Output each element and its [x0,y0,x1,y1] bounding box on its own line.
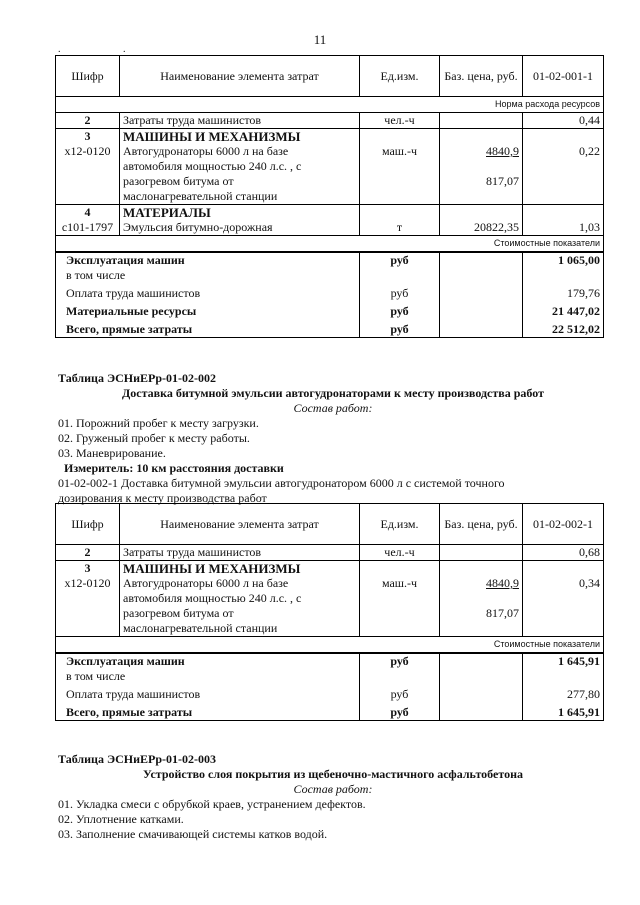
total-name-4: Всего, прямые затраты [66,322,193,336]
materials-price: 20822,35 [474,220,519,234]
total-name-3: Всего, прямые затраты [66,705,193,719]
section-2-work-2: 02. Груженый пробег к месту работы. [58,431,250,445]
machines-value: 0,22 [579,144,600,158]
total-name-2: Оплата труда машинистов [66,687,201,701]
total-unit-0: руб [390,253,409,267]
totals-row [56,653,604,721]
header-code: Шифр [56,56,120,97]
section-3-work-3: 03. Заполнение смачивающей системы катков водой. [58,827,328,841]
header-name: Наименование элемента затрат [120,56,360,97]
materials-value: 1,03 [579,220,600,234]
total-unit-4: руб [390,322,409,336]
machines-price: 4840,9 [486,144,519,158]
machines-row [56,129,604,205]
norm-label-row [56,97,604,113]
labor-name: Затраты труда машинистов [120,545,360,561]
total-name-1: в том числе [66,669,126,683]
machines-line-2: автомобиля мощностью 240 л.с. , с [123,159,302,173]
cost-label-row [56,236,604,253]
table-header-row [56,504,604,545]
total-unit-2: руб [390,687,409,701]
machines-code: х12-0120 [64,576,111,590]
machines-row [56,561,604,637]
cost-label: Стоимостные показатели [56,637,604,654]
machines-title: МАШИНЫ И МЕХАНИЗМЫ [123,561,301,576]
scan-dots: . . [58,44,156,55]
total-name-2: Оплата труда машинистов [66,286,201,300]
machines-line-1: Автогудронаторы 6000 л на базе [123,144,289,158]
labor-num: 2 [56,545,120,561]
labor-unit: чел.-ч [360,545,440,561]
header-price: Баз. цена, руб. [440,56,523,97]
total-name-0: Эксплуатация машин [66,654,185,668]
cost-label-row [56,637,604,654]
estimate-table-2 [55,503,604,721]
materials-unit: т [396,220,403,234]
machines-unit: маш.-ч [381,576,418,590]
total-value-0: 1 065,00 [558,253,600,267]
totals-row [56,252,604,338]
machines-price: 4840,9 [486,576,519,590]
header-unit: Ед.изм. [360,504,440,545]
labor-unit: чел.-ч [360,113,440,129]
estimate-table-1 [55,55,604,338]
machines-unit: маш.-ч [381,144,418,158]
labor-name: Затраты труда машинистов [120,113,360,129]
header-id: 01-02-001-1 [523,56,604,97]
total-name-3: Материальные ресурсы [66,304,197,318]
total-unit-3: руб [390,705,409,719]
section-2-measure: Измеритель: 10 км расстояния доставки [64,461,284,475]
section-2-work-3: 03. Маневрирование. [58,446,166,460]
materials-row [56,205,604,236]
total-unit-0: руб [390,654,409,668]
total-unit-2: руб [390,286,409,300]
materials-code: с101-1797 [61,220,114,234]
total-value-3: 1 645,91 [558,705,600,719]
machines-line-4: маслонагревательной станции [123,189,278,203]
labor-price [440,113,523,129]
section-3-works-label: Состав работ: [293,782,373,796]
labor-price [440,545,523,561]
header-name: Наименование элемента затрат [120,504,360,545]
machines-price-2: 817,07 [486,606,519,620]
machines-line-1: Автогудронаторы 6000 л на базе [123,576,289,590]
machines-num: 3 [84,561,91,575]
cost-label: Стоимостные показатели [56,236,604,253]
section-3-work-1: 01. Укладка смеси с обрубкой краев, устранением дефектов. [58,797,366,811]
labor-value: 0,68 [523,545,604,561]
section-2-work-1: 01. Порожний пробег к месту загрузки. [58,416,259,430]
table-header-row [56,56,604,97]
section-2-works-label: Состав работ: [293,401,373,415]
machines-line-3: разогревом битума от [123,606,234,620]
machines-line-4: маслонагревательной станции [123,621,278,635]
section-2-intro [58,371,608,506]
section-3-title: Устройство слоя покрытия из щебеночно-мастичного асфальтобетона [142,767,524,781]
header-price: Баз. цена, руб. [440,504,523,545]
section-3-work-2: 02. Уплотнение катками. [58,812,184,826]
total-name-1: в том числе [66,268,126,282]
norm-label: Норма расхода ресурсов [56,97,604,113]
machines-num: 3 [84,129,91,143]
header-unit: Ед.изм. [360,56,440,97]
machines-line-3: разогревом битума от [123,174,234,188]
header-code: Шифр [56,504,120,545]
labor-num: 2 [56,113,120,129]
labor-row [56,113,604,129]
section-2-item-line-1: 01-02-002-1 Доставка битумной эмульсии автогудронатором 6000 л с системой точного [58,476,505,490]
materials-name: Эмульсия битумно-дорожная [123,220,273,234]
machines-title: МАШИНЫ И МЕХАНИЗМЫ [123,129,301,144]
machines-value: 0,34 [579,576,600,590]
labor-value: 0,44 [523,113,604,129]
labor-row [56,545,604,561]
materials-title: МАТЕРИАЛЫ [123,205,211,220]
materials-num: 4 [84,205,91,219]
machines-code: х12-0120 [64,144,111,158]
header-id: 01-02-002-1 [523,504,604,545]
total-value-2: 179,76 [567,286,600,300]
section-3-table-name: Таблица ЭСНиЕРр-01-02-003 [58,752,217,766]
machines-line-2: автомобиля мощностью 240 л.с. , с [123,591,302,605]
total-value-3: 21 447,02 [552,304,600,318]
total-name-0: Эксплуатация машин [66,253,185,267]
machines-price-2: 817,07 [486,174,519,188]
section-2-title: Доставка битумной эмульсии автогудронаторами к месту производства работ [122,386,544,400]
page-number: 11 [313,32,327,47]
total-value-0: 1 645,91 [558,654,600,668]
section-3-intro [58,752,608,842]
total-unit-3: руб [390,304,409,318]
total-value-4: 22 512,02 [552,322,600,336]
total-value-2: 277,80 [567,687,600,701]
section-2-item-line-2: дозирования к месту производства работ [58,491,267,505]
section-2-table-name: Таблица ЭСНиЕРр-01-02-002 [58,371,217,385]
